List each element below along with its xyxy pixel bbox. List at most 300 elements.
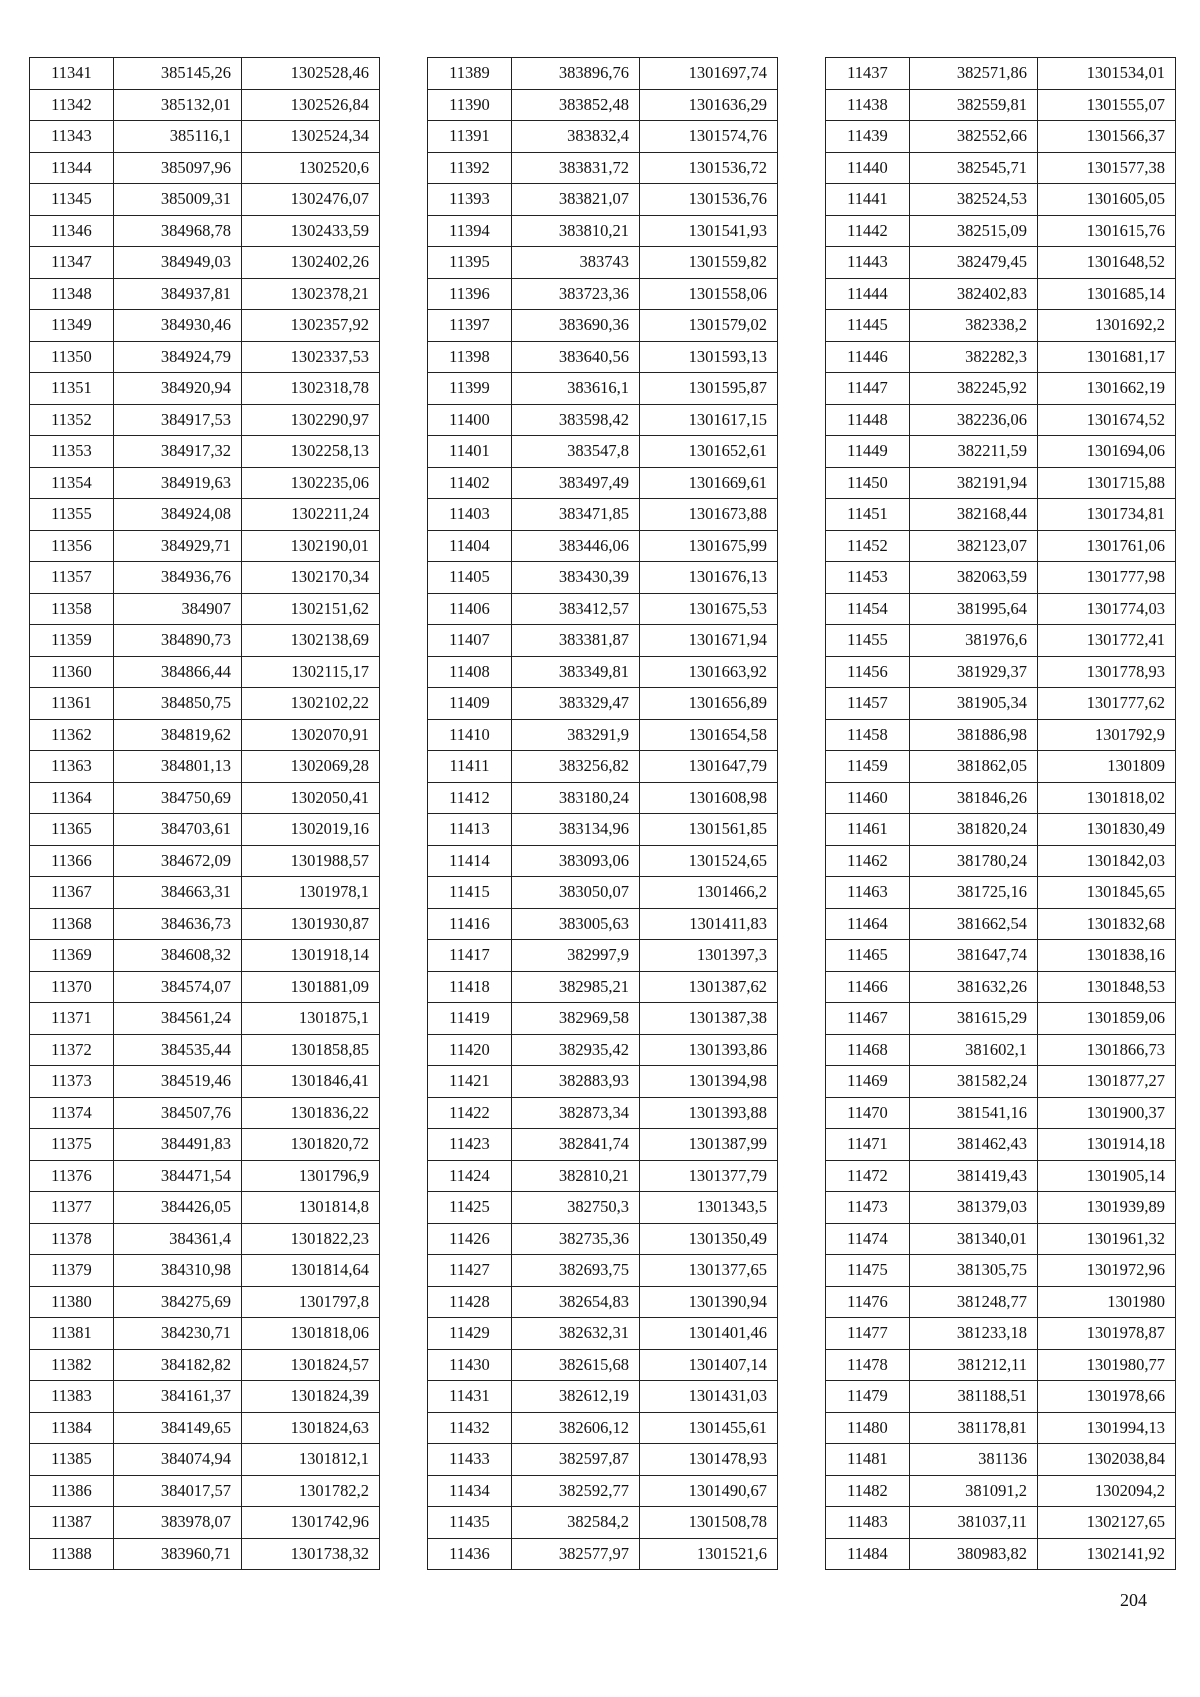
- table-row: [826, 215, 1176, 247]
- table-row: [30, 1066, 380, 1098]
- point-number-cell: 11343: [30, 121, 114, 153]
- y-coordinate-cell: 1301875,1: [242, 1003, 380, 1035]
- y-coordinate-cell: 1302170,34: [242, 562, 380, 594]
- y-coordinate-cell: 1301555,07: [1038, 89, 1176, 121]
- table-row: [826, 1318, 1176, 1350]
- table-row: [30, 719, 380, 751]
- y-coordinate-cell: 1301648,52: [1038, 247, 1176, 279]
- point-number-cell: 11473: [826, 1192, 910, 1224]
- y-coordinate-cell: 1301377,79: [640, 1160, 778, 1192]
- point-number-cell: 11416: [428, 908, 512, 940]
- x-coordinate-cell: 381862,05: [910, 751, 1038, 783]
- y-coordinate-cell: 1301814,8: [242, 1192, 380, 1224]
- y-coordinate-cell: 1301734,81: [1038, 499, 1176, 531]
- x-coordinate-cell: 381615,29: [910, 1003, 1038, 1035]
- table-row: [30, 1034, 380, 1066]
- table-row: [428, 656, 778, 688]
- y-coordinate-cell: 1301820,72: [242, 1129, 380, 1161]
- y-coordinate-cell: 1301541,93: [640, 215, 778, 247]
- y-coordinate-cell: 1301918,14: [242, 940, 380, 972]
- point-number-cell: 11362: [30, 719, 114, 751]
- table-row: [428, 1129, 778, 1161]
- x-coordinate-cell: 383810,21: [512, 215, 640, 247]
- table-row: [428, 499, 778, 531]
- table-row: [428, 404, 778, 436]
- point-number-cell: 11434: [428, 1475, 512, 1507]
- y-coordinate-cell: 1301822,23: [242, 1223, 380, 1255]
- x-coordinate-cell: 381188,51: [910, 1381, 1038, 1413]
- point-number-cell: 11445: [826, 310, 910, 342]
- table-row: [428, 152, 778, 184]
- point-number-cell: 11378: [30, 1223, 114, 1255]
- x-coordinate-cell: 382606,12: [512, 1412, 640, 1444]
- point-number-cell: 11392: [428, 152, 512, 184]
- point-number-cell: 11367: [30, 877, 114, 909]
- x-coordinate-cell: 381136: [910, 1444, 1038, 1476]
- point-number-cell: 11391: [428, 121, 512, 153]
- point-number-cell: 11395: [428, 247, 512, 279]
- x-coordinate-cell: 383349,81: [512, 656, 640, 688]
- table-row: [826, 121, 1176, 153]
- table-row: [826, 1003, 1176, 1035]
- x-coordinate-cell: 382750,3: [512, 1192, 640, 1224]
- point-number-cell: 11374: [30, 1097, 114, 1129]
- point-number-cell: 11464: [826, 908, 910, 940]
- x-coordinate-cell: 384917,53: [114, 404, 242, 436]
- table-row: [826, 89, 1176, 121]
- y-coordinate-cell: 1301930,87: [242, 908, 380, 940]
- x-coordinate-cell: 383852,48: [512, 89, 640, 121]
- point-number-cell: 11463: [826, 877, 910, 909]
- point-number-cell: 11430: [428, 1349, 512, 1381]
- point-number-cell: 11398: [428, 341, 512, 373]
- point-number-cell: 11458: [826, 719, 910, 751]
- y-coordinate-cell: 1301994,13: [1038, 1412, 1176, 1444]
- y-coordinate-cell: 1301536,72: [640, 152, 778, 184]
- table-row: [428, 1286, 778, 1318]
- point-number-cell: 11370: [30, 971, 114, 1003]
- x-coordinate-cell: 384017,57: [114, 1475, 242, 1507]
- y-coordinate-cell: 1301859,06: [1038, 1003, 1176, 1035]
- point-number-cell: 11405: [428, 562, 512, 594]
- table-row: [428, 1349, 778, 1381]
- point-number-cell: 11476: [826, 1286, 910, 1318]
- x-coordinate-cell: 384663,31: [114, 877, 242, 909]
- table-row: [826, 971, 1176, 1003]
- table-row: [826, 1286, 1176, 1318]
- table-row: [30, 1349, 380, 1381]
- point-number-cell: 11358: [30, 593, 114, 625]
- y-coordinate-cell: 1301577,38: [1038, 152, 1176, 184]
- point-number-cell: 11446: [826, 341, 910, 373]
- y-coordinate-cell: 1301387,99: [640, 1129, 778, 1161]
- table-row: [826, 845, 1176, 877]
- point-number-cell: 11377: [30, 1192, 114, 1224]
- point-number-cell: 11375: [30, 1129, 114, 1161]
- point-number-cell: 11388: [30, 1538, 114, 1570]
- table-row: [30, 1412, 380, 1444]
- point-number-cell: 11389: [428, 58, 512, 90]
- point-number-cell: 11415: [428, 877, 512, 909]
- point-number-cell: 11454: [826, 593, 910, 625]
- y-coordinate-cell: 1301905,14: [1038, 1160, 1176, 1192]
- x-coordinate-cell: 384230,71: [114, 1318, 242, 1350]
- y-coordinate-cell: 1301536,76: [640, 184, 778, 216]
- table-row: [428, 530, 778, 562]
- x-coordinate-cell: 384801,13: [114, 751, 242, 783]
- y-coordinate-cell: 1301561,85: [640, 814, 778, 846]
- point-number-cell: 11426: [428, 1223, 512, 1255]
- table-row: [30, 1475, 380, 1507]
- x-coordinate-cell: 382584,2: [512, 1507, 640, 1539]
- x-coordinate-cell: 384850,75: [114, 688, 242, 720]
- point-number-cell: 11366: [30, 845, 114, 877]
- point-number-cell: 11417: [428, 940, 512, 972]
- table-row: [428, 1066, 778, 1098]
- x-coordinate-cell: 383690,36: [512, 310, 640, 342]
- y-coordinate-cell: 1301605,05: [1038, 184, 1176, 216]
- point-number-cell: 11459: [826, 751, 910, 783]
- table-row: [30, 530, 380, 562]
- table-row: [826, 1412, 1176, 1444]
- y-coordinate-cell: 1301455,61: [640, 1412, 778, 1444]
- point-number-cell: 11455: [826, 625, 910, 657]
- table-row: [428, 593, 778, 625]
- x-coordinate-cell: 385145,26: [114, 58, 242, 90]
- table-row: [428, 58, 778, 90]
- x-coordinate-cell: 381379,03: [910, 1192, 1038, 1224]
- table-row: [826, 278, 1176, 310]
- point-number-cell: 11371: [30, 1003, 114, 1035]
- x-coordinate-cell: 384275,69: [114, 1286, 242, 1318]
- y-coordinate-cell: 1302378,21: [242, 278, 380, 310]
- y-coordinate-cell: 1301393,88: [640, 1097, 778, 1129]
- x-coordinate-cell: 382632,31: [512, 1318, 640, 1350]
- point-number-cell: 11423: [428, 1129, 512, 1161]
- table-row: [30, 1318, 380, 1350]
- table-row: [30, 656, 380, 688]
- x-coordinate-cell: 384507,76: [114, 1097, 242, 1129]
- x-coordinate-cell: 384561,24: [114, 1003, 242, 1035]
- table-row: [826, 1034, 1176, 1066]
- y-coordinate-cell: 1301980: [1038, 1286, 1176, 1318]
- x-coordinate-cell: 382615,68: [512, 1349, 640, 1381]
- point-number-cell: 11468: [826, 1034, 910, 1066]
- y-coordinate-cell: 1301778,93: [1038, 656, 1176, 688]
- x-coordinate-cell: 384574,07: [114, 971, 242, 1003]
- x-coordinate-cell: 382612,19: [512, 1381, 640, 1413]
- point-number-cell: 11431: [428, 1381, 512, 1413]
- point-number-cell: 11380: [30, 1286, 114, 1318]
- x-coordinate-cell: 381212,11: [910, 1349, 1038, 1381]
- point-number-cell: 11344: [30, 152, 114, 184]
- y-coordinate-cell: 1301656,89: [640, 688, 778, 720]
- x-coordinate-cell: 382191,94: [910, 467, 1038, 499]
- point-number-cell: 11383: [30, 1381, 114, 1413]
- point-number-cell: 11396: [428, 278, 512, 310]
- x-coordinate-cell: 381178,81: [910, 1412, 1038, 1444]
- table-row: [826, 373, 1176, 405]
- table-row: [826, 940, 1176, 972]
- y-coordinate-cell: 1301617,15: [640, 404, 778, 436]
- point-number-cell: 11424: [428, 1160, 512, 1192]
- y-coordinate-cell: 1301593,13: [640, 341, 778, 373]
- point-number-cell: 11407: [428, 625, 512, 657]
- table-row: [428, 89, 778, 121]
- y-coordinate-cell: 1301842,03: [1038, 845, 1176, 877]
- y-coordinate-cell: 1302235,06: [242, 467, 380, 499]
- table-row: [428, 1507, 778, 1539]
- point-number-cell: 11361: [30, 688, 114, 720]
- x-coordinate-cell: 382515,09: [910, 215, 1038, 247]
- table-row: [30, 1538, 380, 1570]
- y-coordinate-cell: 1301559,82: [640, 247, 778, 279]
- point-number-cell: 11449: [826, 436, 910, 468]
- table-row: [30, 1255, 380, 1287]
- x-coordinate-cell: 384919,63: [114, 467, 242, 499]
- y-coordinate-cell: 1301697,74: [640, 58, 778, 90]
- x-coordinate-cell: 381305,75: [910, 1255, 1038, 1287]
- point-number-cell: 11474: [826, 1223, 910, 1255]
- table-row: [30, 688, 380, 720]
- point-number-cell: 11439: [826, 121, 910, 153]
- y-coordinate-cell: 1301397,3: [640, 940, 778, 972]
- table-row: [30, 310, 380, 342]
- x-coordinate-cell: 381541,16: [910, 1097, 1038, 1129]
- table-row: [30, 562, 380, 594]
- x-coordinate-cell: 381976,6: [910, 625, 1038, 657]
- x-coordinate-cell: 383978,07: [114, 1507, 242, 1539]
- point-number-cell: 11422: [428, 1097, 512, 1129]
- coordinate-table-3: [825, 57, 1176, 1570]
- point-number-cell: 11379: [30, 1255, 114, 1287]
- y-coordinate-cell: 1302258,13: [242, 436, 380, 468]
- point-number-cell: 11452: [826, 530, 910, 562]
- table-row: [30, 782, 380, 814]
- x-coordinate-cell: 381037,11: [910, 1507, 1038, 1539]
- point-number-cell: 11419: [428, 1003, 512, 1035]
- x-coordinate-cell: 382168,44: [910, 499, 1038, 531]
- table-row: [30, 1286, 380, 1318]
- y-coordinate-cell: 1301671,94: [640, 625, 778, 657]
- point-number-cell: 11404: [428, 530, 512, 562]
- table-row: [428, 310, 778, 342]
- table-row: [826, 1538, 1176, 1570]
- point-number-cell: 11443: [826, 247, 910, 279]
- x-coordinate-cell: 382873,34: [512, 1097, 640, 1129]
- x-coordinate-cell: 383134,96: [512, 814, 640, 846]
- point-number-cell: 11462: [826, 845, 910, 877]
- point-number-cell: 11461: [826, 814, 910, 846]
- y-coordinate-cell: 1301846,41: [242, 1066, 380, 1098]
- y-coordinate-cell: 1301877,27: [1038, 1066, 1176, 1098]
- point-number-cell: 11360: [30, 656, 114, 688]
- y-coordinate-cell: 1301663,92: [640, 656, 778, 688]
- table-row: [30, 215, 380, 247]
- x-coordinate-cell: 382592,77: [512, 1475, 640, 1507]
- x-coordinate-cell: 381647,74: [910, 940, 1038, 972]
- x-coordinate-cell: 384936,76: [114, 562, 242, 594]
- point-number-cell: 11418: [428, 971, 512, 1003]
- table-row: [826, 1444, 1176, 1476]
- point-number-cell: 11470: [826, 1097, 910, 1129]
- x-coordinate-cell: 383640,56: [512, 341, 640, 373]
- point-number-cell: 11356: [30, 530, 114, 562]
- y-coordinate-cell: 1302094,2: [1038, 1475, 1176, 1507]
- table-row: [428, 1097, 778, 1129]
- x-coordinate-cell: 382985,21: [512, 971, 640, 1003]
- y-coordinate-cell: 1301818,06: [242, 1318, 380, 1350]
- y-coordinate-cell: 1301692,2: [1038, 310, 1176, 342]
- point-number-cell: 11457: [826, 688, 910, 720]
- x-coordinate-cell: 384750,69: [114, 782, 242, 814]
- y-coordinate-cell: 1302520,6: [242, 152, 380, 184]
- point-number-cell: 11399: [428, 373, 512, 405]
- point-number-cell: 11420: [428, 1034, 512, 1066]
- x-coordinate-cell: 382969,58: [512, 1003, 640, 1035]
- point-number-cell: 11346: [30, 215, 114, 247]
- y-coordinate-cell: 1301978,87: [1038, 1318, 1176, 1350]
- table-row: [826, 562, 1176, 594]
- y-coordinate-cell: 1302211,24: [242, 499, 380, 531]
- x-coordinate-cell: 384310,98: [114, 1255, 242, 1287]
- point-number-cell: 11408: [428, 656, 512, 688]
- point-number-cell: 11347: [30, 247, 114, 279]
- y-coordinate-cell: 1301777,62: [1038, 688, 1176, 720]
- x-coordinate-cell: 384924,08: [114, 499, 242, 531]
- x-coordinate-cell: 382123,07: [910, 530, 1038, 562]
- y-coordinate-cell: 1301939,89: [1038, 1192, 1176, 1224]
- point-number-cell: 11390: [428, 89, 512, 121]
- x-coordinate-cell: 383497,49: [512, 467, 640, 499]
- point-number-cell: 11400: [428, 404, 512, 436]
- y-coordinate-cell: 1301777,98: [1038, 562, 1176, 594]
- y-coordinate-cell: 1301390,94: [640, 1286, 778, 1318]
- x-coordinate-cell: 384819,62: [114, 719, 242, 751]
- x-coordinate-cell: 383180,24: [512, 782, 640, 814]
- point-number-cell: 11373: [30, 1066, 114, 1098]
- y-coordinate-cell: 1301830,49: [1038, 814, 1176, 846]
- point-number-cell: 11480: [826, 1412, 910, 1444]
- x-coordinate-cell: 384426,05: [114, 1192, 242, 1224]
- y-coordinate-cell: 1302526,84: [242, 89, 380, 121]
- x-coordinate-cell: 382211,59: [910, 436, 1038, 468]
- y-coordinate-cell: 1301411,83: [640, 908, 778, 940]
- x-coordinate-cell: 383430,39: [512, 562, 640, 594]
- table-row: [826, 877, 1176, 909]
- point-number-cell: 11433: [428, 1444, 512, 1476]
- point-number-cell: 11386: [30, 1475, 114, 1507]
- x-coordinate-cell: 383471,85: [512, 499, 640, 531]
- point-number-cell: 11421: [428, 1066, 512, 1098]
- point-number-cell: 11441: [826, 184, 910, 216]
- y-coordinate-cell: 1301797,8: [242, 1286, 380, 1318]
- y-coordinate-cell: 1301972,96: [1038, 1255, 1176, 1287]
- table-row: [30, 971, 380, 1003]
- x-coordinate-cell: 383446,06: [512, 530, 640, 562]
- x-coordinate-cell: 381233,18: [910, 1318, 1038, 1350]
- table-row: [826, 688, 1176, 720]
- point-number-cell: 11477: [826, 1318, 910, 1350]
- point-number-cell: 11438: [826, 89, 910, 121]
- table-row: [428, 436, 778, 468]
- point-number-cell: 11484: [826, 1538, 910, 1570]
- point-number-cell: 11482: [826, 1475, 910, 1507]
- x-coordinate-cell: 384149,65: [114, 1412, 242, 1444]
- point-number-cell: 11450: [826, 467, 910, 499]
- x-coordinate-cell: 382479,45: [910, 247, 1038, 279]
- point-number-cell: 11394: [428, 215, 512, 247]
- y-coordinate-cell: 1302115,17: [242, 656, 380, 688]
- point-number-cell: 11401: [428, 436, 512, 468]
- x-coordinate-cell: 381662,54: [910, 908, 1038, 940]
- table-row: [428, 184, 778, 216]
- table-row: [826, 1475, 1176, 1507]
- table-row: [428, 1538, 778, 1570]
- y-coordinate-cell: 1301574,76: [640, 121, 778, 153]
- y-coordinate-cell: 1301978,1: [242, 877, 380, 909]
- y-coordinate-cell: 1302337,53: [242, 341, 380, 373]
- table-row: [30, 1223, 380, 1255]
- y-coordinate-cell: 1301673,88: [640, 499, 778, 531]
- point-number-cell: 11478: [826, 1349, 910, 1381]
- y-coordinate-cell: 1301675,99: [640, 530, 778, 562]
- x-coordinate-cell: 383005,63: [512, 908, 640, 940]
- y-coordinate-cell: 1302102,22: [242, 688, 380, 720]
- x-coordinate-cell: 384924,79: [114, 341, 242, 373]
- y-coordinate-cell: 1301738,32: [242, 1538, 380, 1570]
- table-row: [428, 877, 778, 909]
- y-coordinate-cell: 1301674,52: [1038, 404, 1176, 436]
- point-number-cell: 11410: [428, 719, 512, 751]
- x-coordinate-cell: 383821,07: [512, 184, 640, 216]
- table-row: [826, 1255, 1176, 1287]
- point-number-cell: 11348: [30, 278, 114, 310]
- x-coordinate-cell: 381582,24: [910, 1066, 1038, 1098]
- x-coordinate-cell: 382577,97: [512, 1538, 640, 1570]
- table-row: [428, 782, 778, 814]
- table-row: [30, 751, 380, 783]
- x-coordinate-cell: 384930,46: [114, 310, 242, 342]
- y-coordinate-cell: 1301654,58: [640, 719, 778, 751]
- y-coordinate-cell: 1301848,53: [1038, 971, 1176, 1003]
- point-number-cell: 11432: [428, 1412, 512, 1444]
- point-number-cell: 11460: [826, 782, 910, 814]
- y-coordinate-cell: 1302190,01: [242, 530, 380, 562]
- point-number-cell: 11384: [30, 1412, 114, 1444]
- x-coordinate-cell: 385097,96: [114, 152, 242, 184]
- point-number-cell: 11409: [428, 688, 512, 720]
- table-row: [826, 404, 1176, 436]
- x-coordinate-cell: 384636,73: [114, 908, 242, 940]
- x-coordinate-cell: 384361,4: [114, 1223, 242, 1255]
- x-coordinate-cell: 384907: [114, 593, 242, 625]
- y-coordinate-cell: 1301914,18: [1038, 1129, 1176, 1161]
- point-number-cell: 11437: [826, 58, 910, 90]
- x-coordinate-cell: 383050,07: [512, 877, 640, 909]
- y-coordinate-cell: 1302402,26: [242, 247, 380, 279]
- x-coordinate-cell: 383547,8: [512, 436, 640, 468]
- table-row: [30, 814, 380, 846]
- table-row: [428, 1003, 778, 1035]
- x-coordinate-cell: 383256,82: [512, 751, 640, 783]
- y-coordinate-cell: 1302433,59: [242, 215, 380, 247]
- table-row: [30, 845, 380, 877]
- x-coordinate-cell: 384890,73: [114, 625, 242, 657]
- table-row: [30, 467, 380, 499]
- table-row: [30, 1444, 380, 1476]
- table-row: [30, 940, 380, 972]
